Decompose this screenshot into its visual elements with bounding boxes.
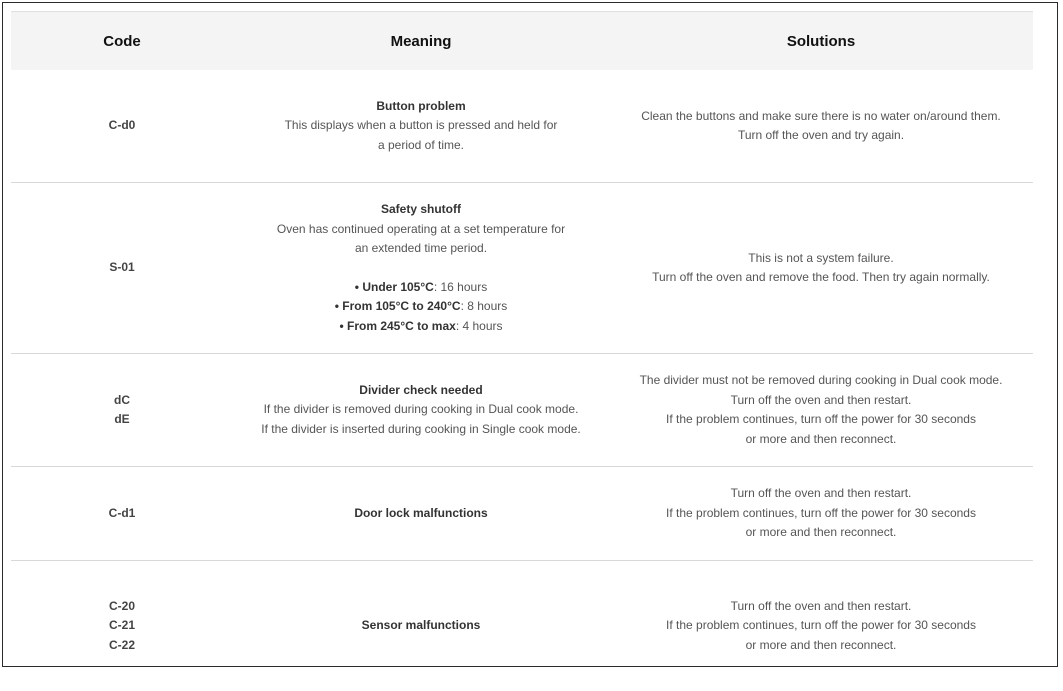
solution-line: or more and then reconnect. bbox=[745, 525, 897, 540]
header-solutions: Solutions bbox=[786, 32, 856, 50]
error-code: S-01 bbox=[109, 260, 135, 275]
meaning-line: If the divider is inserted during cooking in Single cook mode. bbox=[261, 421, 581, 436]
meaning-cell bbox=[233, 200, 609, 336]
code-cell bbox=[11, 597, 233, 656]
code-cell bbox=[11, 504, 233, 524]
meaning-title: Door lock malfunctions bbox=[354, 505, 488, 520]
spacer bbox=[233, 259, 609, 278]
bullet-item bbox=[233, 317, 609, 337]
bullet-label: • From 245°C to max bbox=[339, 318, 456, 333]
code-cell bbox=[11, 391, 233, 430]
solution-line: Turn off the oven and then restart. bbox=[730, 392, 912, 407]
meaning-line: a period of time. bbox=[377, 137, 465, 152]
solution-cell bbox=[609, 371, 1033, 449]
solution-cell bbox=[609, 107, 1033, 146]
bullet-label: • Under 105°C bbox=[354, 279, 434, 294]
table-row bbox=[11, 354, 1033, 467]
error-code: C-20 bbox=[108, 598, 135, 613]
solution-cell bbox=[609, 249, 1033, 288]
meaning-cell bbox=[233, 504, 609, 524]
solution-line: Turn off the oven and then restart. bbox=[730, 598, 912, 613]
bullet-value: : 4 hours bbox=[455, 318, 503, 333]
solution-line: If the problem continues, turn off the power for 30 seconds bbox=[666, 618, 976, 633]
header-meaning: Meaning bbox=[390, 32, 452, 50]
meaning-line: This displays when a button is pressed and held for bbox=[284, 118, 558, 133]
error-code: C-21 bbox=[108, 618, 135, 633]
table-row bbox=[11, 467, 1033, 561]
error-code: dE bbox=[114, 412, 130, 426]
solution-line: Turn off the oven and remove the food. Then try again normally. bbox=[652, 270, 990, 284]
table-row bbox=[11, 561, 1033, 691]
code-cell bbox=[11, 258, 233, 278]
solution-line: This is not a system failure. bbox=[748, 250, 894, 265]
solution-line: Clean the buttons and make sure there is no water on/around them. bbox=[641, 108, 1001, 123]
bullet-label: • From 105°C to 240°C bbox=[334, 299, 461, 313]
meaning-title: Safety shutoff bbox=[380, 202, 461, 216]
screenshot-frame bbox=[2, 2, 1058, 667]
bullet-value: : 16 hours bbox=[433, 279, 488, 294]
meaning-cell bbox=[233, 97, 609, 156]
bullet-item bbox=[233, 297, 609, 317]
bullet-value: : 8 hours bbox=[460, 299, 508, 313]
solution-line: If the problem continues, turn off the power for 30 seconds bbox=[666, 412, 976, 426]
error-code: C-22 bbox=[108, 637, 135, 652]
error-code: C-d0 bbox=[108, 118, 136, 133]
solution-line: or more and then reconnect. bbox=[745, 637, 897, 652]
meaning-line: If the divider is removed during cooking in Dual cook mode. bbox=[263, 402, 579, 417]
solution-line: Turn off the oven and try again. bbox=[737, 128, 905, 142]
error-code: C-d1 bbox=[108, 505, 136, 520]
solution-line: The divider must not be removed during cooking in Dual cook mode. bbox=[639, 373, 1003, 387]
table-row bbox=[11, 183, 1033, 354]
meaning-title: Divider check needed bbox=[359, 382, 483, 397]
error-code-table bbox=[11, 11, 1033, 691]
meaning-title: Button problem bbox=[376, 98, 466, 113]
table-row bbox=[11, 70, 1033, 183]
solution-cell bbox=[609, 597, 1033, 656]
meaning-line: an extended time period. bbox=[354, 241, 488, 255]
table-header bbox=[11, 11, 1033, 70]
solution-cell bbox=[609, 484, 1033, 543]
code-cell bbox=[11, 116, 233, 136]
meaning-title: Sensor malfunctions bbox=[361, 618, 481, 633]
bullet-item bbox=[233, 278, 609, 298]
solution-line: If the problem continues, turn off the power for 30 seconds bbox=[666, 505, 976, 520]
solution-line: or more and then reconnect. bbox=[745, 431, 897, 446]
header-code: Code bbox=[103, 32, 141, 50]
meaning-cell bbox=[233, 381, 609, 440]
meaning-line: Oven has continued operating at a set temperature for bbox=[276, 221, 566, 236]
error-code: dC bbox=[114, 392, 130, 407]
meaning-cell bbox=[233, 616, 609, 636]
solution-line: Turn off the oven and then restart. bbox=[730, 486, 912, 501]
